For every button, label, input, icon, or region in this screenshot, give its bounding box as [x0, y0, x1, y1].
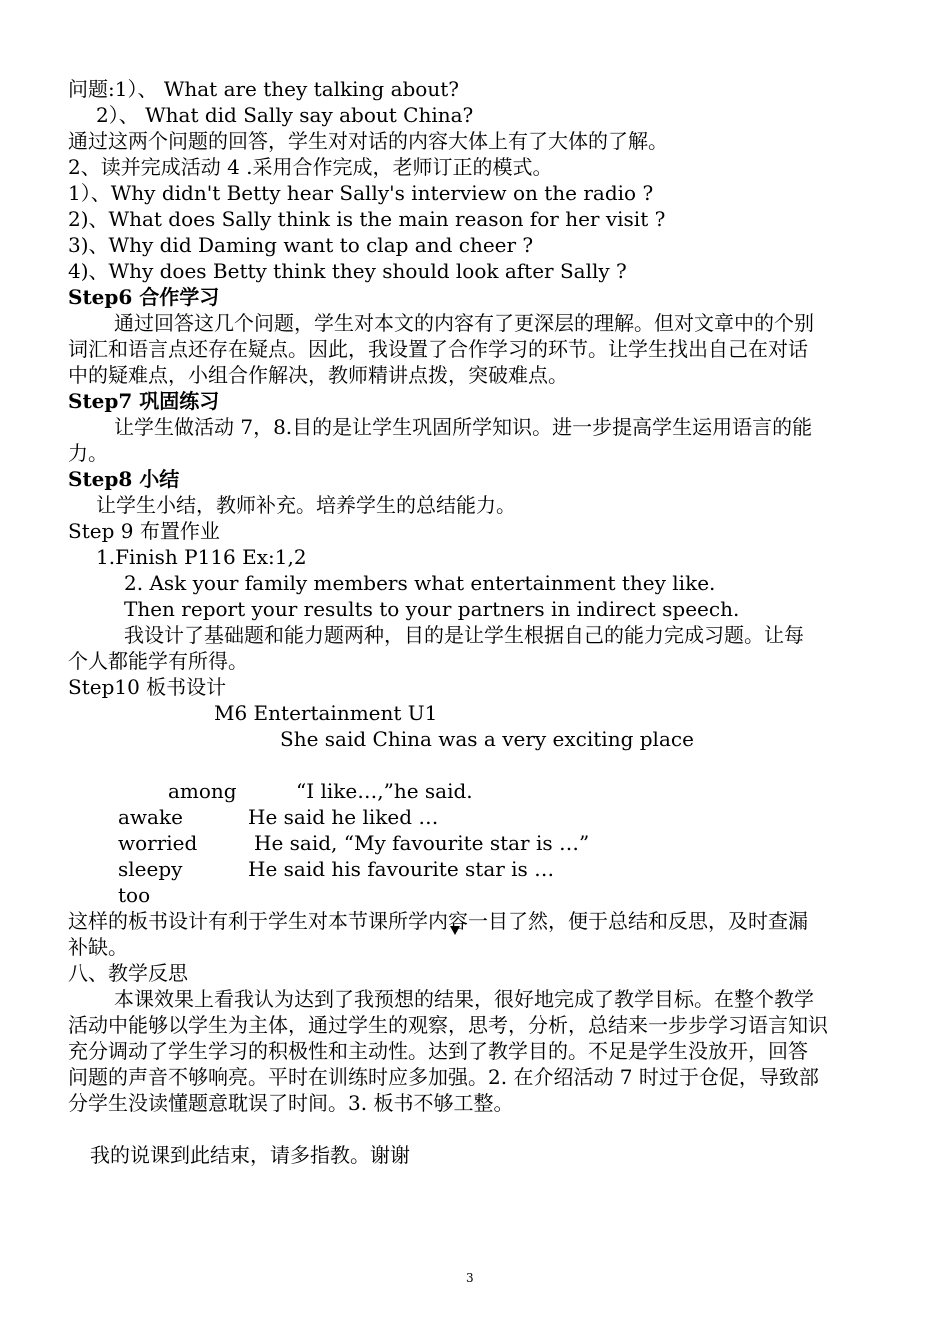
text-line: 充分调动了学生学习的积极性和主动性。达到了教学目的。不足是学生没放开，回答: [68, 1039, 808, 1063]
text-line: 让学生小结，教师补充。培养学生的总结能力。: [96, 493, 516, 517]
text-line: 问题的声音不够响亮。平时在训练时应多加强。2. 在介绍活动 7 时过于仓促，导致部: [68, 1065, 819, 1089]
text-line: 通过回答这几个问题，学生对本文的内容有了更深层的理解。但对文章中的个别: [114, 311, 814, 335]
board-sentence: He said his favourite star is …: [248, 857, 555, 881]
board-subtitle: She said China was a very exciting place: [280, 727, 694, 751]
text-line: 2）、 What did Sally say about China?: [96, 103, 474, 127]
text-line: 本课效果上看我认为达到了我预想的结果，很好地完成了教学目标。在整个教学: [114, 987, 814, 1011]
board-word: too: [118, 883, 151, 907]
text-line: 2、读并完成活动 4 .采用合作完成，老师订正的模式。: [68, 155, 553, 179]
board-sentence: “I like…,”he said.: [296, 779, 473, 803]
text-line: 我设计了基础题和能力题两种，目的是让学生根据自己的能力完成习题。让每: [124, 623, 804, 647]
section-heading: 八、教学反思: [68, 961, 188, 985]
text-line: 分学生没读懂题意耽误了时间。3. 板书不够工整。: [68, 1091, 514, 1115]
board-word: worried: [118, 831, 198, 855]
board-sentence: He said he liked …: [248, 805, 439, 829]
board-title: M6 Entertainment U1: [214, 701, 438, 725]
text-line: 1）、Why didn't Betty hear Sally's interview on the radio ?: [68, 181, 654, 205]
text-line: 活动中能够以学生为主体，通过学生的观察，思考，分析，总结来一步步学习语言知识: [68, 1013, 828, 1037]
step-heading: Step10 板书设计: [68, 675, 227, 699]
step-heading: Step7 巩固练习: [68, 389, 220, 413]
text-line: 力。: [68, 441, 108, 465]
text-line: 问题:1）、 What are they talking about?: [68, 77, 459, 101]
board-word: sleepy: [118, 857, 183, 881]
text-line: 2)、What does Sally think is the main reason for her visit ?: [68, 207, 666, 231]
text-line: 3)、Why did Daming want to clap and cheer ?: [68, 233, 534, 257]
page-number: 3: [466, 1271, 474, 1285]
text-line: 2. Ask your family members what entertainment they like.: [124, 571, 716, 595]
text-line: 让学生做活动 7，8.目的是让学生巩固所学知识。进一步提高学生运用语言的能: [114, 415, 813, 439]
board-word: among: [168, 779, 237, 803]
text-line: 个人都能学有所得。: [68, 649, 248, 673]
text-line: Then report your results to your partners in indirect speech.: [124, 597, 740, 621]
text-line: 1.Finish P116 Ex:1,2: [96, 545, 307, 569]
text-line: 补缺。: [68, 935, 128, 959]
text-line: 词汇和语言点还存在疑点。因此，我设置了合作学习的环节。让学生找出自己在对话: [68, 337, 808, 361]
step-heading: Step8 小结: [68, 467, 180, 491]
board-sentence: He said, “My favourite star is …”: [254, 831, 590, 855]
closing-line: 我的说课到此结束，请多指教。谢谢: [90, 1143, 410, 1167]
step-heading: Step6 合作学习: [68, 285, 220, 309]
text-line: 4)、Why does Betty think they should look after Sally ?: [68, 259, 627, 283]
text-line: 通过这两个问题的回答，学生对对话的内容大体上有了大体的了解。: [68, 129, 668, 153]
text-line: 中的疑难点，小组合作解决，教师精讲点拨，突破难点。: [68, 363, 568, 387]
text-line: 这样的板书设计有利于学生对本节课所学内容一目了然，便于总结和反思，及时查漏: [68, 909, 808, 933]
step-heading: Step 9 布置作业: [68, 519, 220, 543]
board-word: awake: [118, 805, 183, 829]
